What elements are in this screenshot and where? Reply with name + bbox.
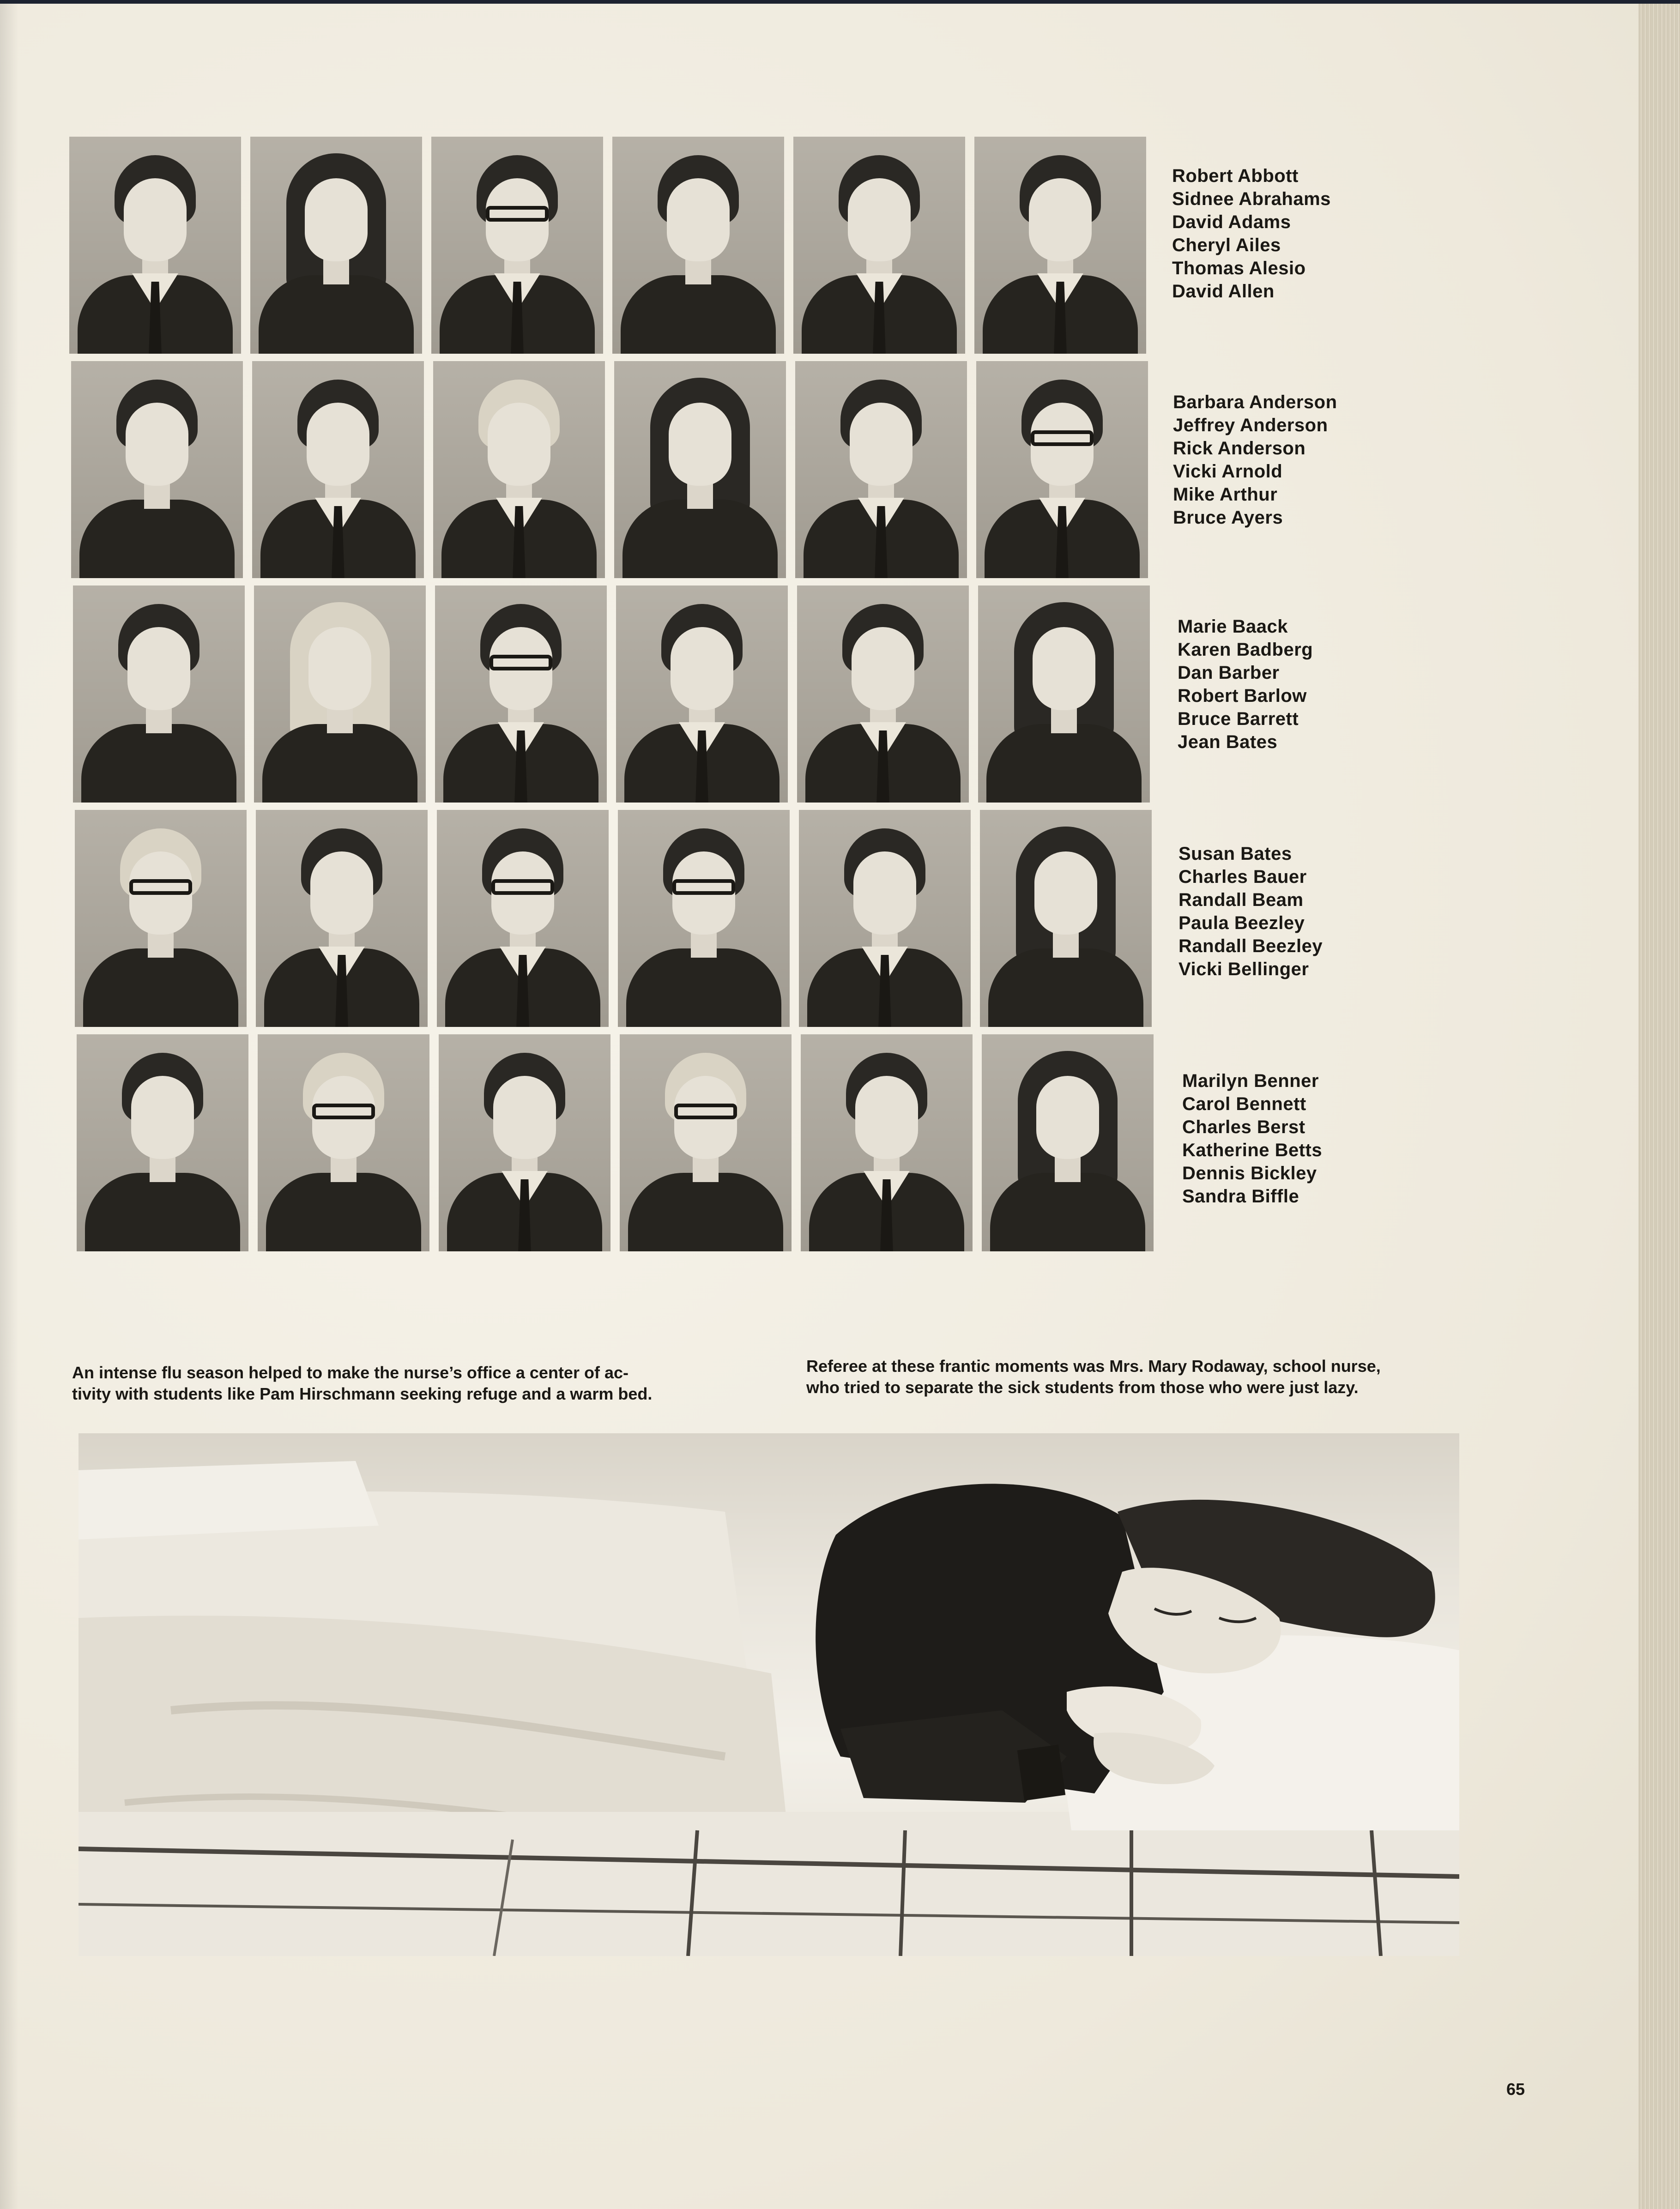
student-portrait <box>69 137 241 354</box>
student-portrait <box>254 585 426 803</box>
student-name: Thomas Alesio <box>1172 258 1306 278</box>
glasses-icon <box>312 1104 375 1119</box>
caption-left-line-2: tivity with students like Pam Hirschmann seeking refuge and a warm bed. <box>72 1384 653 1403</box>
student-name: Paula Beezley <box>1178 913 1305 933</box>
gutter-shadow <box>0 4 18 2209</box>
name-list-row-3 <box>1178 615 1313 754</box>
student-name: Vicki Arnold <box>1173 461 1283 482</box>
photo-illustration <box>79 1433 1459 1956</box>
student-portrait <box>435 585 607 803</box>
name-list-row-4 <box>1178 842 1323 981</box>
student-portrait <box>252 361 424 578</box>
student-portrait <box>614 361 786 578</box>
student-name: Charles Bauer <box>1178 867 1307 887</box>
student-portrait <box>258 1034 429 1251</box>
student-name: Robert Abbott <box>1172 166 1299 186</box>
student-portrait <box>612 137 784 354</box>
student-name: Randall Beezley <box>1178 936 1323 956</box>
student-name: Carol Bennett <box>1182 1094 1306 1114</box>
student-portrait <box>250 137 422 354</box>
student-portrait <box>71 361 243 578</box>
page-number: 65 <box>1506 2080 1525 2099</box>
student-portrait <box>974 137 1146 354</box>
page-edges <box>1638 4 1680 2209</box>
student-portrait <box>980 810 1152 1027</box>
student-name: David Adams <box>1172 212 1291 232</box>
glasses-icon <box>491 879 554 895</box>
student-name: David Allen <box>1172 281 1275 302</box>
caption-right <box>806 1356 1490 1398</box>
student-name: Dan Barber <box>1178 663 1280 683</box>
caption-left-line-1: An intense flu season helped to make the nurse’s office a center of ac- <box>72 1363 628 1382</box>
student-name: Rick Anderson <box>1173 438 1306 459</box>
glasses-icon <box>674 1104 737 1119</box>
student-portrait <box>433 361 605 578</box>
glasses-icon <box>129 879 192 895</box>
student-portrait <box>797 585 969 803</box>
student-name: Barbara Anderson <box>1173 392 1337 412</box>
student-name: Mike Arthur <box>1173 484 1278 505</box>
student-name: Bruce Barrett <box>1178 709 1299 729</box>
student-portrait <box>439 1034 610 1251</box>
student-portrait <box>620 1034 792 1251</box>
student-portrait <box>978 585 1150 803</box>
caption-right-line-1: Referee at these frantic moments was Mrs. Mary Rodaway, school nurse, <box>806 1357 1381 1376</box>
name-list-row-5 <box>1182 1069 1322 1208</box>
student-portrait <box>795 361 967 578</box>
student-portrait <box>793 137 965 354</box>
student-name: Marie Baack <box>1178 616 1288 637</box>
student-name: Randall Beam <box>1178 890 1304 910</box>
student-portrait <box>75 810 247 1027</box>
student-name: Katherine Betts <box>1182 1140 1323 1160</box>
student-portrait <box>982 1034 1154 1251</box>
student-portrait <box>73 585 245 803</box>
student-name: Vicki Bellinger <box>1178 959 1309 979</box>
student-name: Cheryl Ailes <box>1172 235 1281 255</box>
student-portrait <box>77 1034 248 1251</box>
student-portrait <box>431 137 603 354</box>
caption-right-line-2: who tried to separate the sick students from those who were just lazy. <box>806 1378 1359 1397</box>
glasses-icon <box>486 206 549 222</box>
student-portrait <box>256 810 428 1027</box>
student-portrait <box>618 810 790 1027</box>
student-name: Sandra Biffle <box>1182 1186 1299 1207</box>
student-name: Karen Badberg <box>1178 640 1313 660</box>
student-name: Marilyn Benner <box>1182 1071 1319 1091</box>
student-portrait <box>976 361 1148 578</box>
student-name: Susan Bates <box>1178 844 1292 864</box>
student-name: Bruce Ayers <box>1173 507 1283 528</box>
glasses-icon <box>1031 430 1094 446</box>
student-name: Sidnee Abrahams <box>1172 189 1331 209</box>
name-list-row-2 <box>1173 391 1337 529</box>
student-portrait <box>801 1034 973 1251</box>
nurse-office-photo <box>79 1433 1459 1956</box>
student-name: Dennis Bickley <box>1182 1163 1317 1183</box>
caption-left <box>72 1362 746 1405</box>
student-portrait <box>799 810 971 1027</box>
student-portrait <box>437 810 609 1027</box>
student-name: Robert Barlow <box>1178 686 1307 706</box>
name-list-row-1 <box>1172 164 1331 303</box>
glasses-icon <box>672 879 735 895</box>
student-name: Jeffrey Anderson <box>1173 415 1328 435</box>
student-name: Jean Bates <box>1178 732 1278 752</box>
student-name: Charles Berst <box>1182 1117 1305 1137</box>
glasses-icon <box>489 655 552 670</box>
student-portrait <box>616 585 788 803</box>
